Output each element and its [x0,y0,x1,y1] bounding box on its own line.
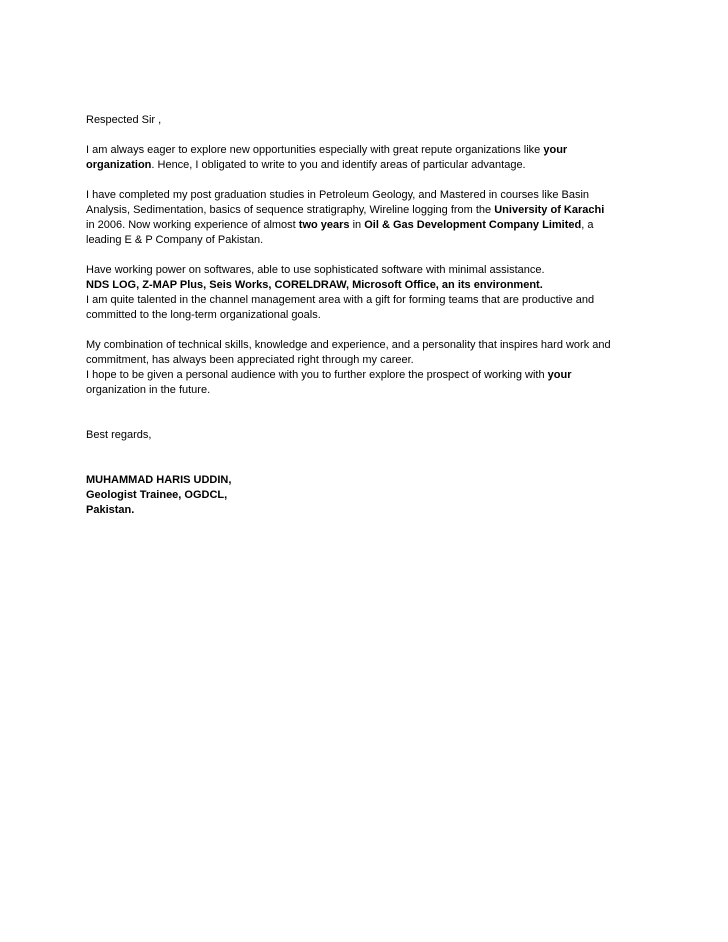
text-line [86,158,666,173]
text-line: My combination of technical skills, knowledge and experience, and a personality that inspires hard work and [86,339,611,351]
closing: Best regards, [86,429,152,441]
spacer [86,173,666,188]
signature-country-text: Pakistan. [86,504,135,516]
text-run: in 2006. Now working experience of almost [86,219,299,231]
signature-name-text: MUHAMMAD HARIS UDDIN, [86,474,232,486]
text-run: , a [581,219,594,231]
text-line: I am quite talented in the channel management area with a gift for forming teams that are productive and [86,294,595,306]
signature-title-text: Geologist Trainee, OGDCL, [86,489,228,501]
text-run: I hope to be given a personal audience with you to further explore the prospect of working with [86,369,548,381]
text-line [86,278,666,293]
text-line [86,203,666,218]
text-run: Analysis, Sedimentation, basics of sequence stratigraphy, Wireline logging from the [86,204,495,216]
text-run: . Hence, I obligated to write to you and identify areas of particular advantage. [151,159,526,171]
text-line: Have working power on softwares, able to use sophisticated software with minimal assistance. [86,264,545,276]
signature-country [86,503,666,518]
signature-name [86,473,666,488]
paragraph-education [86,188,666,248]
spacer [86,443,666,473]
text-line: leading E & P Company of Pakistan. [86,234,264,246]
signature-block [86,473,666,518]
text-line: commitment, has always been appreciated right through my career. [86,354,414,366]
spacer [86,323,666,338]
emphasis-your: your [543,144,568,156]
letter-body [86,113,666,518]
text-line: committed to the long-term organizational goals. [86,309,321,321]
text-run: in [349,219,365,231]
emphasis-years: two years [298,219,350,231]
emphasis-your: your [547,369,572,381]
paragraph-skills [86,263,666,323]
emphasis-university: University of Karachi [494,204,605,216]
spacer [86,128,666,143]
spacer [86,398,666,428]
salutation: Respected Sir , [86,114,162,126]
text-line [86,368,666,383]
text-line [86,218,666,233]
text-line: organization in the future. [86,384,211,396]
emphasis-organization: organization [86,159,152,171]
software-list: NDS LOG, Z-MAP Plus, Seis Works, CORELDRAW, Microsoft Office, an its environment. [86,279,543,291]
paragraph-closing [86,338,666,398]
signature-title [86,488,666,503]
text-line [86,143,666,158]
paragraph-intro [86,143,666,173]
text-run: I am always eager to explore new opportunities especially with great repute organizations like [86,144,544,156]
emphasis-company: Oil & Gas Development Company Limited [364,219,582,231]
spacer [86,248,666,263]
text-line: I have completed my post graduation studies in Petroleum Geology, and Mastered in courses like Basin [86,189,590,201]
